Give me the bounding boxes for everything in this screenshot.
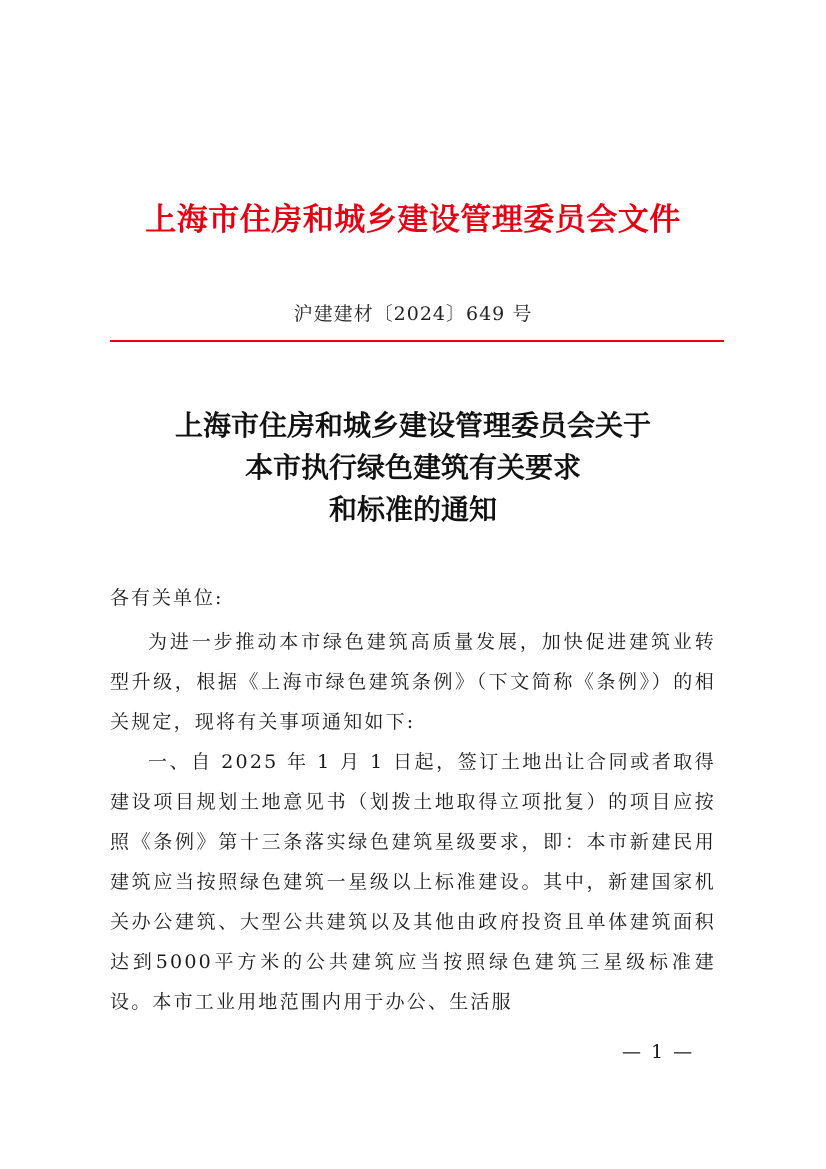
issuing-organization-header: 上海市住房和城乡建设管理委员会文件	[145, 202, 681, 238]
document-title	[0, 405, 826, 531]
page-number: — 1 —	[622, 1041, 695, 1063]
title-line-1: 上海市住房和城乡建设管理委员会关于	[174, 409, 651, 442]
title-line-3: 和标准的通知	[328, 493, 497, 526]
body-paragraph-intro: 为进一步推动本市绿色建筑高质量发展，加快促进建筑业转型升级，根据《上海市绿色建筑条例》（下文简称《条例》）的相关规定，现将有关事项通知如下:	[110, 631, 716, 733]
red-divider-line	[110, 340, 724, 342]
title-line-2: 本市执行绿色建筑有关要求	[244, 451, 581, 484]
document-number: 沪建建材〔2024〕649 号	[293, 303, 533, 325]
body-text	[110, 622, 716, 1022]
salutation: 各有关单位:	[110, 587, 224, 609]
body-paragraph-item-1: 一、自 2025 年 1 月 1 日起，签订土地出让合同或者取得建设项目规划土地意见书（划拨土地取得立项批复）的项目应按照《条例》第十三条落实绿色建筑星级要求，即：本市新建民用建筑应当按照绿色建筑一星级以上标准建设。其中，新建国家机关办公建筑、大型公共建筑以及其他由政府投资且单体建筑面积达到5000平方米的公共建筑应当按照绿色建筑三星级标准建设。本市工业用地范围内用于办公、生活服	[110, 751, 716, 1013]
